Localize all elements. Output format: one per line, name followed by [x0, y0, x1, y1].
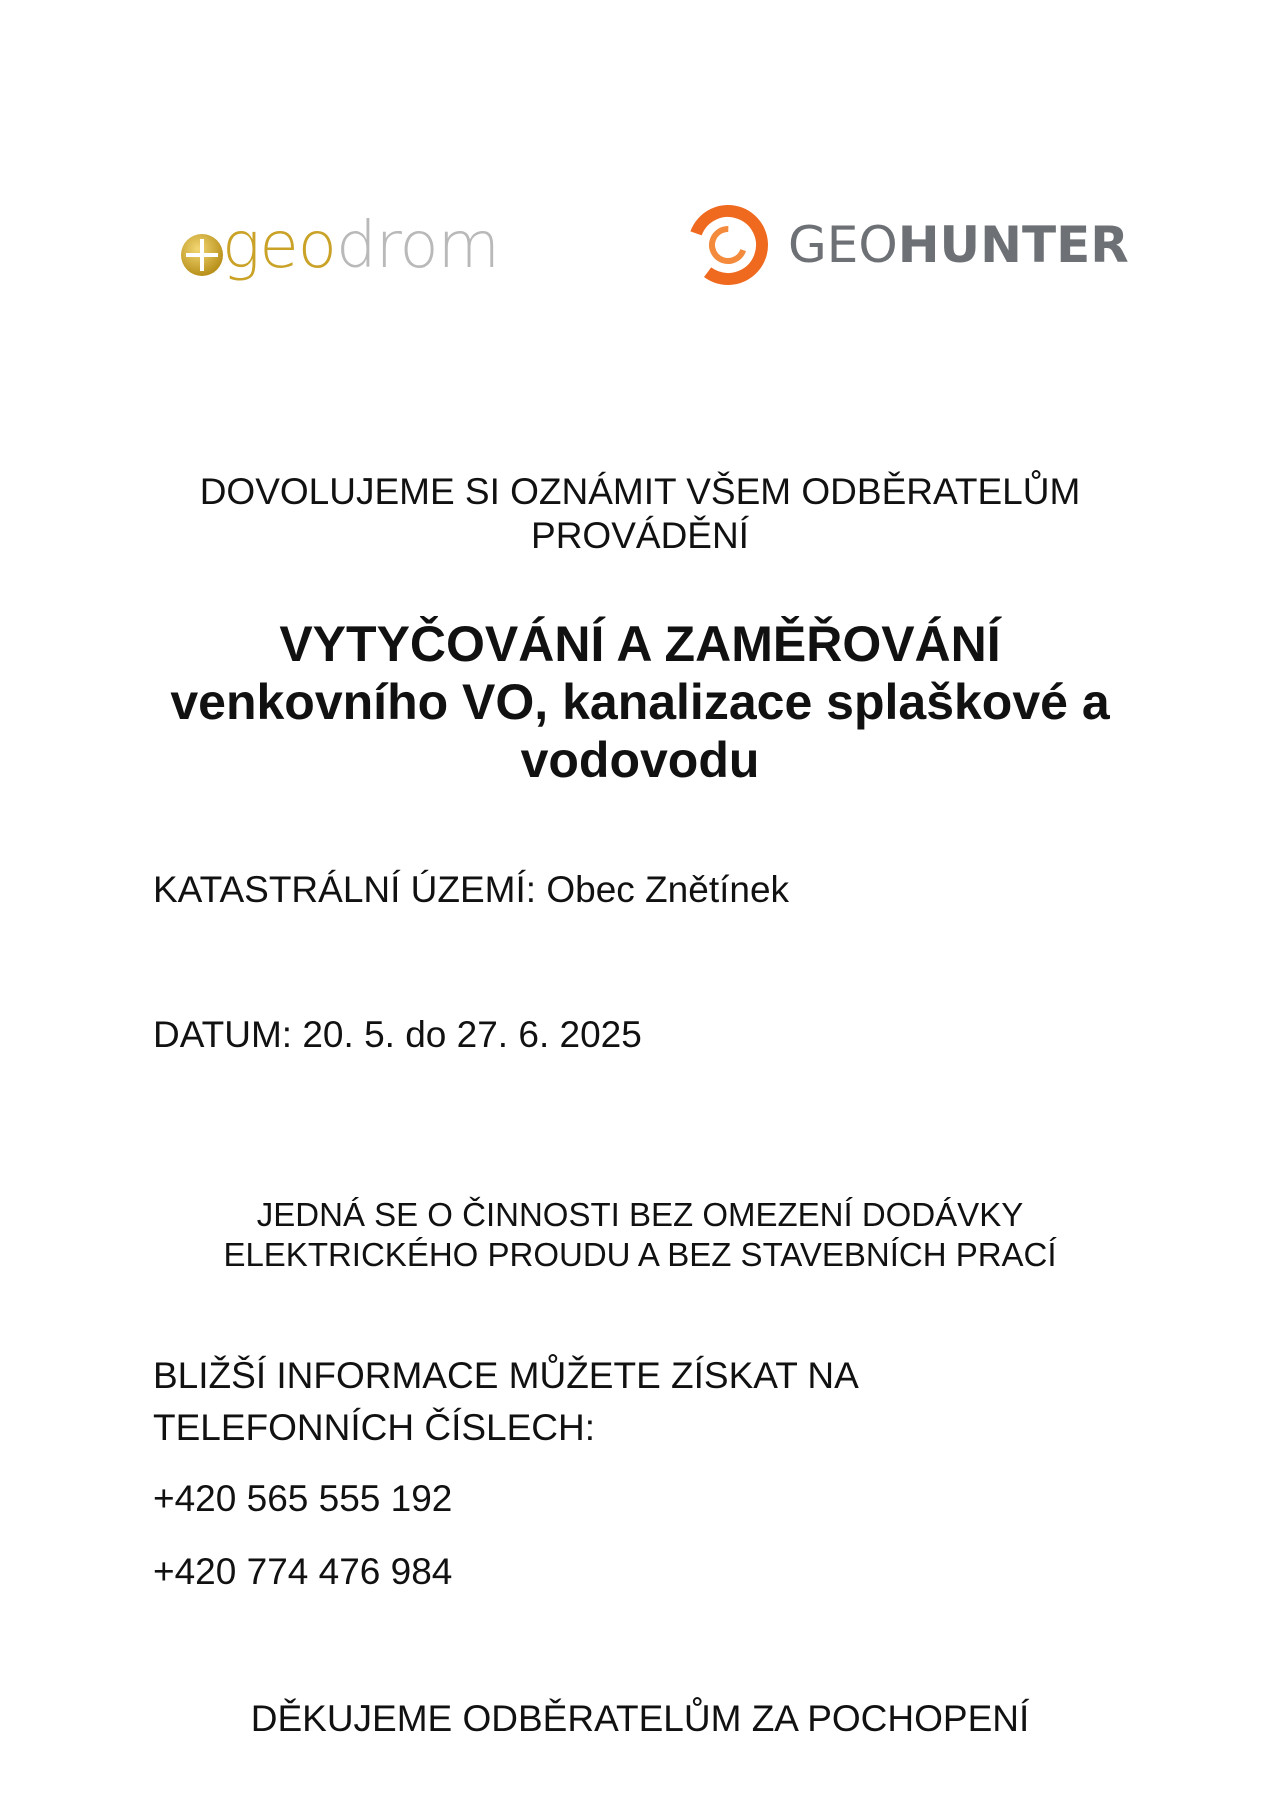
geodrom-logo [178, 215, 548, 285]
intro-text [0, 470, 1280, 558]
geohunter-logo [686, 200, 1168, 290]
phone-number-1: +420 565 555 192 [153, 1478, 453, 1519]
geohunter-wordmark-light: GEO [788, 216, 898, 274]
territory-label: KATASTRÁLNÍ ÚZEMÍ: [153, 869, 537, 910]
note-line-2: ELEKTRICKÉHO PROUDU A BEZ STAVEBNÍCH PRACÍ [223, 1236, 1057, 1273]
note-text [0, 1195, 1280, 1275]
date-field [153, 1013, 642, 1057]
geodrom-wordmark-part2: drom [335, 215, 499, 283]
geohunter-wordmark-bold: HUNTER [897, 216, 1129, 274]
date-value: 20. 5. do 27. 6. 2025 [302, 1014, 642, 1055]
date-label: DATUM: [153, 1014, 293, 1055]
geohunter-swirl-icon [686, 201, 772, 288]
geodrom-wordmark-part1: geo [222, 215, 336, 283]
geodrom-wordmark [222, 215, 499, 283]
phone-number-2: +420 774 476 984 [153, 1551, 453, 1592]
title-line-2: venkovního VO, kanalizace splaškové a [170, 674, 1110, 730]
title-line-3: vodovodu [520, 732, 760, 788]
thanks-text: DĚKUJEME ODBĚRATELŮM ZA POCHOPENÍ [250, 1698, 1030, 1739]
geohunter-wordmark [788, 216, 1129, 274]
info-text [153, 1350, 859, 1454]
info-line-1: BLIŽŠÍ INFORMACE MŮŽETE ZÍSKAT NA [153, 1355, 859, 1396]
note-line-1: JEDNÁ SE O ČINNOSTI BEZ OMEZENÍ DODÁVKY [256, 1196, 1024, 1233]
logo-row [0, 200, 1280, 290]
territory-field [153, 868, 789, 912]
notice-title [0, 615, 1280, 789]
intro-line-2: PROVÁDĚNÍ [531, 515, 749, 556]
title-line-1: VYTYČOVÁNÍ A ZAMĚŘOVÁNÍ [279, 616, 1001, 672]
territory-value: Obec Znětínek [546, 869, 790, 910]
info-line-2: TELEFONNÍCH ČÍSLECH: [153, 1407, 596, 1448]
intro-line-1: DOVOLUJEME SI OZNÁMIT VŠEM ODBĚRATELŮM [199, 471, 1081, 512]
